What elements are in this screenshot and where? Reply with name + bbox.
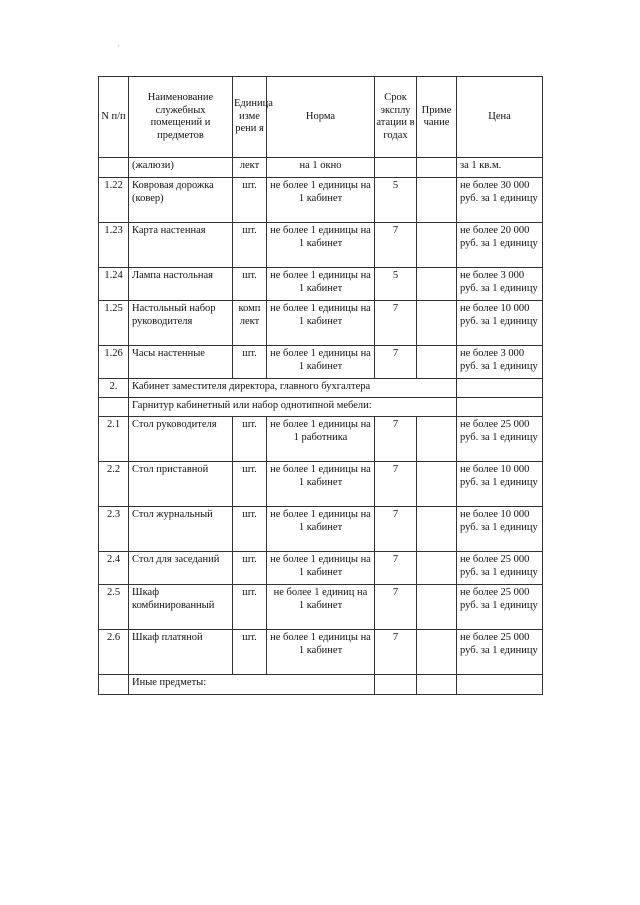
row-num: 2.4 (99, 552, 129, 585)
row-life: 7 (375, 462, 417, 507)
header-price: Цена (457, 77, 543, 158)
row-name: Настольный набор руководителя (129, 301, 233, 346)
row-price: не более 10 000 руб. за 1 единицу (457, 507, 543, 552)
row-unit: комп лект (233, 301, 267, 346)
row-norm: не более 1 единицы на 1 кабинет (267, 346, 375, 379)
other-items-row (99, 675, 543, 695)
row-norm: не более 1 единицы на 1 кабинет (267, 630, 375, 675)
table-row (99, 507, 543, 552)
row-unit: шт. (233, 552, 267, 585)
header-name: Наименование служебных помещений и предметов (129, 77, 233, 158)
row-price: не более 20 000 руб. за 1 единицу (457, 223, 543, 268)
row-norm: не более 1 единицы на 1 кабинет (267, 301, 375, 346)
row-num: 1.22 (99, 178, 129, 223)
row-unit: шт. (233, 223, 267, 268)
row-name: Карта настенная (129, 223, 233, 268)
row-name: Стол для заседаний (129, 552, 233, 585)
header-norm: Норма (267, 77, 375, 158)
row-norm: не более 1 единицы на 1 работника (267, 417, 375, 462)
section-empty (457, 379, 543, 398)
section-row-2 (99, 379, 543, 398)
row-life: 7 (375, 223, 417, 268)
row-num: 2.5 (99, 585, 129, 630)
header-note: Приме чание (417, 77, 457, 158)
row-note (417, 462, 457, 507)
other-items-label: Иные предметы: (129, 675, 375, 695)
row-unit: шт. (233, 417, 267, 462)
row-unit: шт. (233, 585, 267, 630)
row-note (417, 178, 457, 223)
row-name: Стол приставной (129, 462, 233, 507)
row-price: не более 25 000 руб. за 1 единицу (457, 552, 543, 585)
row-note (417, 552, 457, 585)
table-row (99, 462, 543, 507)
section-title: Кабинет заместителя директора, главного бухгалтера (129, 379, 457, 398)
row-life: 5 (375, 178, 417, 223)
row-price: не более 3 000 руб. за 1 единицу (457, 268, 543, 301)
row-price: не более 10 000 руб. за 1 единицу (457, 301, 543, 346)
row-life: 7 (375, 507, 417, 552)
set-num (99, 398, 129, 417)
table-row (99, 630, 543, 675)
other-num (99, 675, 129, 695)
row-note (417, 585, 457, 630)
row-price: не более 10 000 руб. за 1 единицу (457, 462, 543, 507)
row-name: Стол журнальный (129, 507, 233, 552)
row-life: 7 (375, 346, 417, 379)
table-row (99, 268, 543, 301)
row-name: Часы настенные (129, 346, 233, 379)
row-unit: лект (233, 158, 267, 178)
row-life: 7 (375, 417, 417, 462)
row-life: 7 (375, 301, 417, 346)
row-norm: на 1 окно (267, 158, 375, 178)
table-row (99, 585, 543, 630)
row-note (417, 301, 457, 346)
row-price: не более 3 000 руб. за 1 единицу (457, 346, 543, 379)
row-price: не более 25 000 руб. за 1 единицу (457, 630, 543, 675)
row-num: 2.1 (99, 417, 129, 462)
row-num (99, 158, 129, 178)
table-row (99, 178, 543, 223)
set-empty (457, 398, 543, 417)
row-unit: шт. (233, 462, 267, 507)
row-unit: шт. (233, 346, 267, 379)
row-note (417, 223, 457, 268)
row-name: Шкаф платяной (129, 630, 233, 675)
row-name: Шкаф комбинированный (129, 585, 233, 630)
header-life: Срок эксплу атации в годах (375, 77, 417, 158)
row-norm: не более 1 единицы на 1 кабинет (267, 462, 375, 507)
row-norm: не более 1 единицы на 1 кабинет (267, 552, 375, 585)
norms-table (98, 76, 543, 695)
row-num: 1.26 (99, 346, 129, 379)
section-num: 2. (99, 379, 129, 398)
row-num: 1.24 (99, 268, 129, 301)
row-norm: не более 1 единиц на 1 кабинет (267, 585, 375, 630)
row-note (417, 158, 457, 178)
row-note (417, 417, 457, 462)
row-unit: шт. (233, 507, 267, 552)
header-unit: Единица изме рени я (233, 77, 267, 158)
row-life: 7 (375, 630, 417, 675)
row-unit: шт. (233, 268, 267, 301)
row-name: (жалюзи) (129, 158, 233, 178)
scan-speck (118, 45, 119, 46)
row-norm: не более 1 единицы на 1 кабинет (267, 223, 375, 268)
row-name: Ковровая дорожка (ковер) (129, 178, 233, 223)
row-num: 2.2 (99, 462, 129, 507)
row-num: 2.6 (99, 630, 129, 675)
row-life: 5 (375, 268, 417, 301)
row-norm: не более 1 единицы на 1 кабинет (267, 507, 375, 552)
set-title-row (99, 398, 543, 417)
other-note (417, 675, 457, 695)
row-unit: шт. (233, 178, 267, 223)
table-header-row (99, 77, 543, 158)
row-price: не более 25 000 руб. за 1 единицу (457, 585, 543, 630)
row-name: Лампа настольная (129, 268, 233, 301)
table-row (99, 223, 543, 268)
table-row (99, 417, 543, 462)
header-num: N п/п (99, 77, 129, 158)
row-life: 7 (375, 585, 417, 630)
row-price: не более 30 000 руб. за 1 единицу (457, 178, 543, 223)
row-norm: не более 1 единицы на 1 кабинет (267, 268, 375, 301)
table-row (99, 552, 543, 585)
row-note (417, 346, 457, 379)
row-price: за 1 кв.м. (457, 158, 543, 178)
table-row (99, 158, 543, 178)
table-row (99, 346, 543, 379)
row-note (417, 630, 457, 675)
other-life (375, 675, 417, 695)
row-name: Стол руководителя (129, 417, 233, 462)
row-norm: не более 1 единицы на 1 кабинет (267, 178, 375, 223)
table-row (99, 301, 543, 346)
row-note (417, 507, 457, 552)
row-life: 7 (375, 552, 417, 585)
set-title: Гарнитур кабинетный или набор однотипной мебели: (129, 398, 457, 417)
row-num: 2.3 (99, 507, 129, 552)
row-life (375, 158, 417, 178)
other-price (457, 675, 543, 695)
row-note (417, 268, 457, 301)
row-num: 1.25 (99, 301, 129, 346)
row-price: не более 25 000 руб. за 1 единицу (457, 417, 543, 462)
row-unit: шт. (233, 630, 267, 675)
row-num: 1.23 (99, 223, 129, 268)
